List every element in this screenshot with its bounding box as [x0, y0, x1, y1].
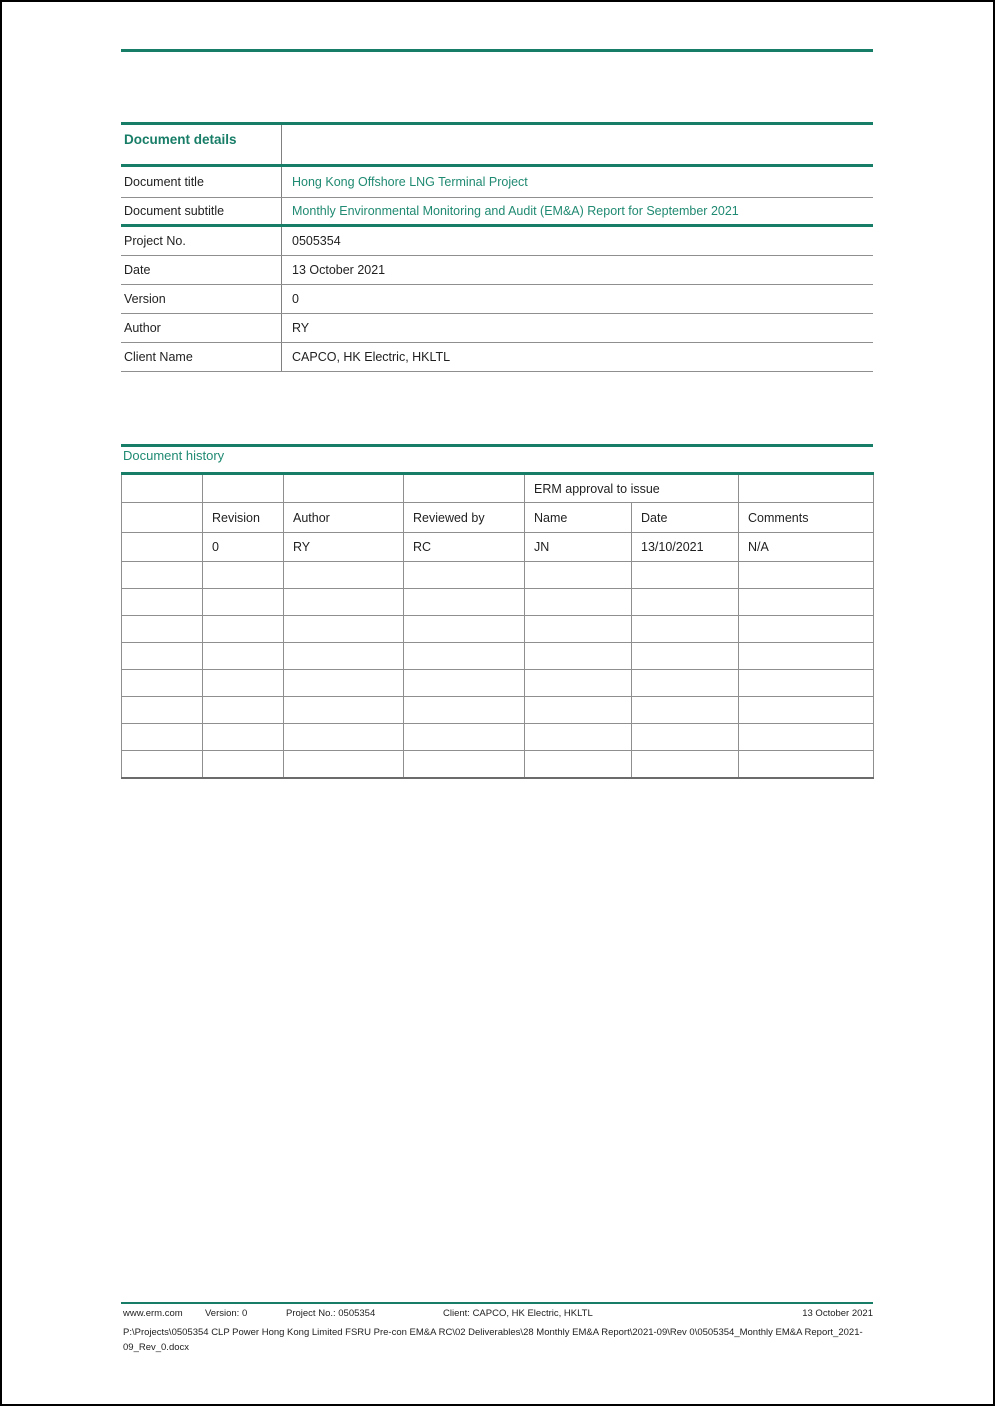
- detail-row-document-title: [121, 167, 873, 198]
- cell-name: JN: [525, 533, 632, 562]
- history-empty-row: [122, 562, 874, 589]
- cell-revision: 0: [203, 533, 284, 562]
- detail-row-author: [121, 314, 873, 343]
- footer-project-no: Project No.: 0505354: [286, 1308, 376, 1319]
- detail-value: Monthly Environmental Monitoring and Audit (EM&A) Report for September 2021: [292, 204, 739, 218]
- history-empty-row: [122, 616, 874, 643]
- detail-label: Version: [121, 285, 282, 313]
- document-details-header-row: [121, 122, 873, 167]
- cell-reviewed-by: RC: [404, 533, 525, 562]
- cell-author: RY: [284, 533, 404, 562]
- history-empty-row: [122, 751, 874, 779]
- detail-row-project-no: [121, 227, 873, 256]
- footer-file-path: P:\Projects\0505354 CLP Power Hong Kong Limited FSRU Pre-con EM&A RC\02 Deliverables\28 Monthly EM&A Report\2021-09\Rev 0\0505354_Monthly EM&A Report_2021-09_Rev_0.docx: [123, 1327, 863, 1353]
- history-empty-row: [122, 643, 874, 670]
- detail-label: Document subtitle: [121, 198, 282, 224]
- history-empty-row: [122, 670, 874, 697]
- detail-row-version: [121, 285, 873, 314]
- document-history-table: [121, 472, 874, 779]
- footer-info-line: [123, 1308, 873, 1322]
- history-empty-rows: [122, 562, 874, 779]
- detail-value: RY: [292, 321, 310, 335]
- footer-client: Client: CAPCO, HK Electric, HKLTL: [443, 1308, 593, 1319]
- detail-value: 0505354: [292, 234, 341, 248]
- document-details-title: Document details: [121, 125, 282, 164]
- history-empty-row: [122, 697, 874, 724]
- history-columns-row: [122, 503, 874, 533]
- history-approval-row: [122, 474, 874, 503]
- document-history-table-wrap: [121, 472, 873, 779]
- col-blank: [122, 503, 203, 533]
- footer-website: www.erm.com: [123, 1308, 183, 1319]
- history-empty-row: [122, 589, 874, 616]
- col-comments: Comments: [739, 503, 874, 533]
- detail-label: Document title: [121, 167, 282, 197]
- detail-label: Project No.: [121, 227, 282, 255]
- col-author: Author: [284, 503, 404, 533]
- top-rule: [121, 49, 873, 52]
- detail-value: 13 October 2021: [292, 263, 386, 277]
- col-date: Date: [632, 503, 739, 533]
- col-revision: Revision: [203, 503, 284, 533]
- col-reviewed-by: Reviewed by: [404, 503, 525, 533]
- detail-value: 0: [292, 292, 299, 306]
- cell-date: 13/10/2021: [632, 533, 739, 562]
- col-name: Name: [525, 503, 632, 533]
- footer-version: Version: 0: [205, 1308, 248, 1319]
- document-details-header-spacer: [282, 125, 873, 164]
- detail-label: Date: [121, 256, 282, 284]
- detail-row-date: [121, 256, 873, 285]
- history-top-rule: [121, 444, 873, 447]
- detail-row-client-name: [121, 343, 873, 372]
- detail-value: Hong Kong Offshore LNG Terminal Project: [292, 175, 528, 189]
- document-history-title: Document history: [123, 448, 225, 463]
- history-empty-row: [122, 724, 874, 751]
- detail-row-document-subtitle: [121, 198, 873, 227]
- detail-value: CAPCO, HK Electric, HKLTL: [292, 350, 451, 364]
- footer-date: 13 October 2021: [802, 1308, 873, 1319]
- footer-rule: [121, 1302, 873, 1304]
- history-data-row: [122, 533, 874, 562]
- erm-approval-header: ERM approval to issue: [525, 474, 739, 503]
- cell-comments: N/A: [739, 533, 874, 562]
- document-details-table: [121, 122, 873, 372]
- detail-label: Author: [121, 314, 282, 342]
- detail-label: Client Name: [121, 343, 282, 371]
